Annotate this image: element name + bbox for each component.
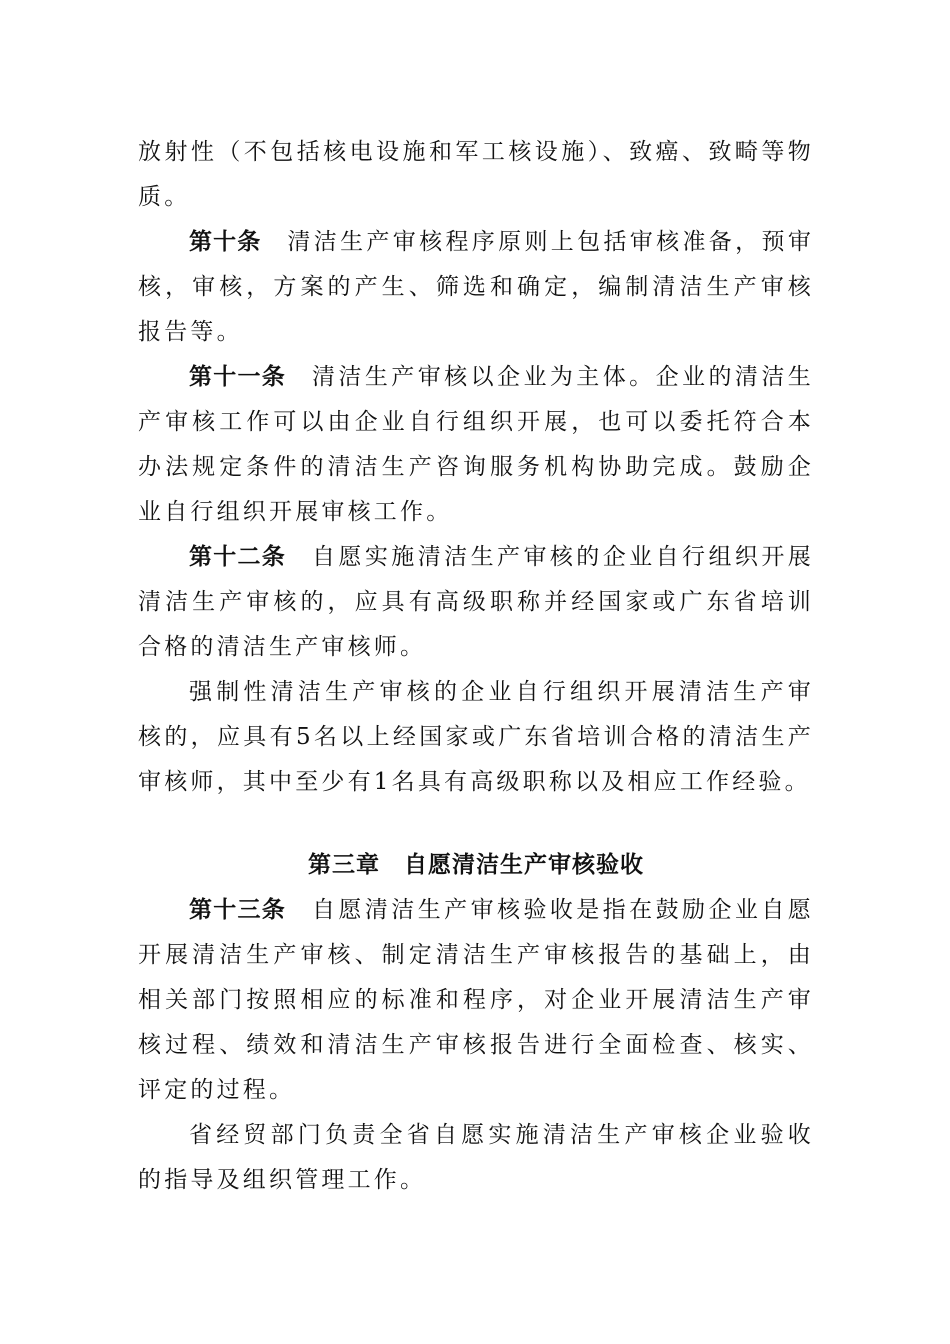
article-13 — [138, 888, 814, 1113]
chapter-title: 自愿清洁生产审核验收 — [404, 852, 644, 878]
article-13-paragraph-2: 省经贸部门负责全省自愿实施清洁生产审核企业验收的指导及组织管理工作。 — [138, 1122, 814, 1193]
article-11 — [138, 355, 814, 535]
article-10-number: 第十条 — [189, 229, 262, 255]
article-13-text: 自愿清洁生产审核验收是指在鼓励企业自愿开展清洁生产审核、制定清洁生产审核报告的基础上，由相关部门按照相应的标准和程序，对企业开展清洁生产审核过程、绩效和清洁生产审核报告进行全面检查、核实、评定的过程。 — [138, 897, 814, 1103]
chapter-number: 第三章 — [308, 852, 380, 878]
article-10 — [138, 220, 814, 355]
chapter-heading — [138, 843, 814, 888]
article-12-number: 第十二条 — [189, 544, 286, 570]
article-12-text: 自愿实施清洁生产审核的企业自行组织开展清洁生产审核的，应具有高级职称并经国家或广东省培训合格的清洁生产审核师。 — [138, 544, 814, 660]
article-13-number: 第十三条 — [189, 897, 286, 923]
article-11-number: 第十一条 — [189, 364, 286, 390]
article-10-text: 清洁生产审核程序原则上包括审核准备，预审核，审核，方案的产生、筛选和确定，编制清洁生产审核报告等。 — [138, 229, 815, 345]
document-body — [138, 130, 814, 1203]
article-12 — [138, 535, 814, 670]
paragraph-continuation: 放射性（不包括核电设施和军工核设施）、致癌、致畸等物质。 — [138, 139, 814, 210]
article-12-paragraph-2: 强制性清洁生产审核的企业自行组织开展清洁生产审核的，应具有5名以上经国家或广东省培训合格的清洁生产审核师，其中至少有1名具有高级职称以及相应工作经验。 — [138, 679, 814, 795]
article-11-text: 清洁生产审核以企业为主体。企业的清洁生产审核工作可以由企业自行组织开展，也可以委托符合本办法规定条件的清洁生产咨询服务机构协助完成。鼓励企业自行组织开展审核工作。 — [138, 364, 814, 525]
